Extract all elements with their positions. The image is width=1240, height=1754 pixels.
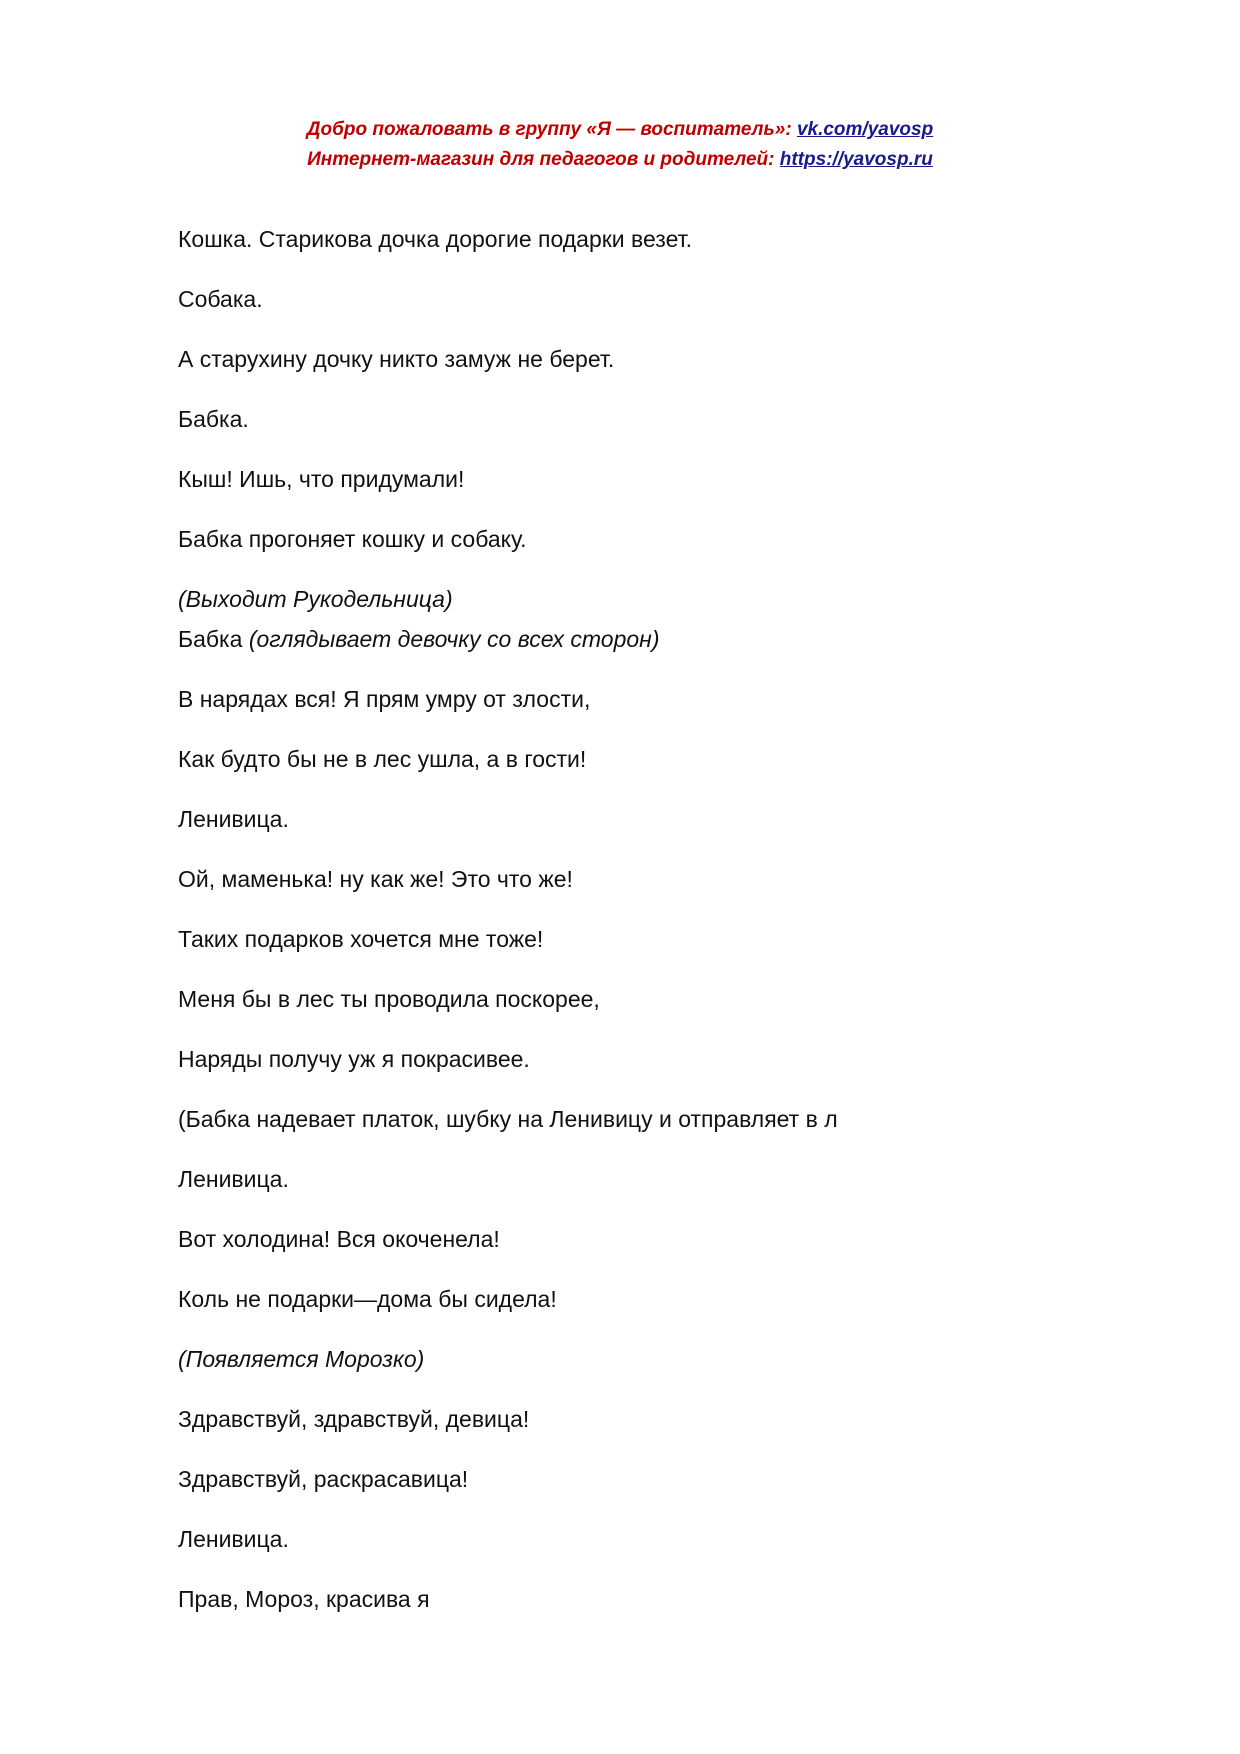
- text-line: Вот холодина! Вся окоченела!: [178, 1226, 500, 1252]
- text-line: Здравствуй, здравствуй, девица!: [178, 1406, 530, 1432]
- text-line: В нарядах вся! Я прям умру от злости,: [178, 686, 591, 712]
- text-line: Как будто бы не в лес ушла, а в гости!: [178, 746, 587, 772]
- text-line: Прав, Мороз, красива я: [178, 1586, 430, 1612]
- speaker-label: Бабка.: [178, 406, 249, 432]
- speaker-label: Ленивица.: [178, 806, 289, 832]
- text-line: Кошка. Старикова дочка дорогие подарки везет.: [178, 226, 692, 252]
- speaker-with-direction: [178, 625, 659, 653]
- header-text-1: Добро пожаловать в группу «Я — воспитатель»:: [306, 119, 797, 140]
- speaker-label: Собака.: [178, 286, 263, 312]
- stage-direction: (оглядывает девочку со всех сторон): [248, 626, 660, 652]
- text-line: Кыш! Ишь, что придумали!: [178, 466, 465, 492]
- text-line: Меня бы в лес ты проводила поскорее,: [178, 986, 600, 1012]
- speaker-label: Бабка: [178, 626, 243, 652]
- speaker-label: Ленивица.: [178, 1526, 289, 1552]
- text-line: Наряды получу уж я покрасивее.: [178, 1046, 530, 1072]
- text-line: А старухину дочку никто замуж не берет.: [178, 346, 615, 372]
- text-line: Здравствуй, раскрасавица!: [178, 1466, 469, 1492]
- stage-direction: (Выходит Рукодельница): [178, 586, 453, 612]
- header-text-2: Интернет-магазин для педагогов и родителей:: [307, 149, 780, 170]
- vk-link[interactable]: vk.com/yavosp: [796, 119, 934, 140]
- header-line-2: [0, 149, 1240, 171]
- header-line-1: [0, 119, 1240, 141]
- speaker-label: Ленивица.: [178, 1166, 289, 1192]
- stage-direction: (Бабка надевает платок, шубку на Ленивицу и отправляет в л: [178, 1106, 838, 1132]
- text-line: Таких подарков хочется мне тоже!: [178, 926, 544, 952]
- stage-direction: Бабка прогоняет кошку и собаку.: [178, 526, 527, 552]
- stage-direction: (Появляется Морозко): [178, 1346, 425, 1372]
- text-line: Коль не подарки—дома бы сидела!: [178, 1286, 557, 1312]
- text-line: Ой, маменька! ну как же! Это что же!: [178, 866, 573, 892]
- shop-link[interactable]: https://yavosp.ru: [779, 149, 933, 170]
